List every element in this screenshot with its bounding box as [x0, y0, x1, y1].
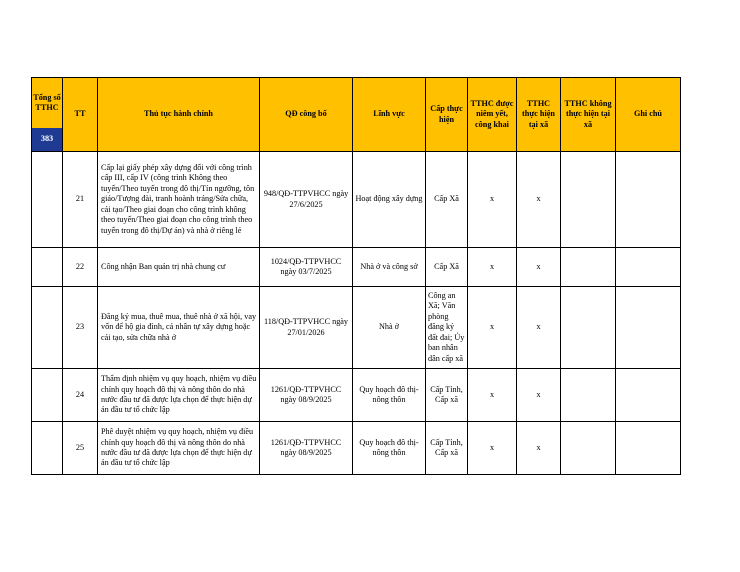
tt-cell: 22: [63, 248, 98, 287]
total-cell: [32, 287, 63, 369]
total-cell: [32, 248, 63, 287]
at-commune-cell: x: [517, 248, 561, 287]
decision-header: QĐ công bố: [260, 78, 353, 152]
not-at-commune-cell: [561, 422, 616, 475]
tt-cell: 25: [63, 422, 98, 475]
total-tthc-count: 383: [32, 128, 62, 151]
procedure-cell: Thẩm định nhiệm vụ quy hoạch, nhiệm vụ điều chỉnh quy hoạch đô thị và nông thôn do nhà nước đầu tư đã được lựa chọn để thực hiện dự án đầu tư tổ chức lập: [98, 369, 260, 422]
total-tthc-label: Tổng số TTHC: [33, 92, 61, 112]
procedure-cell: Đăng ký mua, thuê mua, thuê nhà ở xã hội, vay vốn để hộ gia đình, cá nhân tự xây dựng hoặc cải tạo, sửa chữa nhà ở: [98, 287, 260, 369]
decision-cell: 118/QĐ-TTPVHCC ngày 27/01/2026: [260, 287, 353, 369]
tt-cell: 24: [63, 369, 98, 422]
table-row: [32, 287, 681, 369]
not-at-commune-cell: [561, 152, 616, 248]
field-header: Lĩnh vực: [353, 78, 426, 152]
not-at-commune-cell: [561, 369, 616, 422]
at-commune-header: TTHC thực hiện tại xã: [517, 78, 561, 152]
level-cell: Cấp Tỉnh, Cấp xã: [426, 369, 468, 422]
tt-header: TT: [63, 78, 98, 152]
public-header: TTHC được niêm yết, công khai: [468, 78, 517, 152]
note-cell: [616, 287, 681, 369]
tt-cell: 21: [63, 152, 98, 248]
at-commune-cell: x: [517, 287, 561, 369]
at-commune-cell: x: [517, 152, 561, 248]
procedure-cell: Cấp lại giấy phép xây dựng đối với công trình cấp III, cấp IV (công trình Không theo tuyến/Theo tuyến trong đô thị/Tín ngưỡng, tôn giáo/Tượng đài, tranh hoành tráng/Sửa chữa, cải tạo/Theo giai đoạn cho công trình không theo tuyến/Theo giai đoạn cho công trình theo tuyến trong đô thị/Dự án) và nhà ở riêng lẻ: [98, 152, 260, 248]
table-row: [32, 152, 681, 248]
level-cell: Cấp Xã: [426, 248, 468, 287]
procedure-cell: Phê duyệt nhiệm vụ quy hoạch, nhiệm vụ điều chỉnh quy hoạch đô thị và nông thôn do nhà nước đầu tư đã được lựa chọn để thực hiện dự án đầu tư tổ chức lập: [98, 422, 260, 475]
note-header: Ghi chú: [616, 78, 681, 152]
not-at-commune-header: TTHC không thực hiện tại xã: [561, 78, 616, 152]
at-commune-cell: x: [517, 422, 561, 475]
field-cell: Quy hoạch đô thị- nông thôn: [353, 422, 426, 475]
note-cell: [616, 369, 681, 422]
decision-cell: 948/QĐ-TTPVHCC ngày 27/6/2025: [260, 152, 353, 248]
total-tthc-header: [32, 78, 63, 152]
procedure-cell: Công nhận Ban quản trị nhà chung cư: [98, 248, 260, 287]
field-cell: Quy hoạch đô thị- nông thôn: [353, 369, 426, 422]
decision-cell: 1261/QĐ-TTPVHCC ngày 08/9/2025: [260, 422, 353, 475]
field-cell: Hoạt động xây dựng: [353, 152, 426, 248]
not-at-commune-cell: [561, 248, 616, 287]
field-cell: Nhà ở: [353, 287, 426, 369]
public-cell: x: [468, 152, 517, 248]
not-at-commune-cell: [561, 287, 616, 369]
tt-cell: 23: [63, 287, 98, 369]
decision-cell: 1024/QĐ-TTPVHCC ngày 03/7/2025: [260, 248, 353, 287]
decision-cell: 1261/QĐ-TTPVHCC ngày 08/9/2025: [260, 369, 353, 422]
table-row: [32, 248, 681, 287]
procedure-header: Thủ tục hành chính: [98, 78, 260, 152]
table-row: [32, 422, 681, 475]
level-cell: Cấp Tỉnh, Cấp xã: [426, 422, 468, 475]
public-cell: x: [468, 422, 517, 475]
total-cell: [32, 422, 63, 475]
table-header-row: [32, 78, 681, 152]
total-cell: [32, 152, 63, 248]
note-cell: [616, 248, 681, 287]
at-commune-cell: x: [517, 369, 561, 422]
total-cell: [32, 369, 63, 422]
level-cell: Cấp Xã: [426, 152, 468, 248]
level-header: Cấp thực hiện: [426, 78, 468, 152]
note-cell: [616, 152, 681, 248]
table-row: [32, 369, 681, 422]
procedures-table: [31, 77, 681, 475]
public-cell: x: [468, 369, 517, 422]
note-cell: [616, 422, 681, 475]
level-cell: Công an Xã; Văn phòng đăng ký đất đai; Ủy ban nhân dân cấp xã: [426, 287, 468, 369]
public-cell: x: [468, 287, 517, 369]
public-cell: x: [468, 248, 517, 287]
field-cell: Nhà ở và công sở: [353, 248, 426, 287]
